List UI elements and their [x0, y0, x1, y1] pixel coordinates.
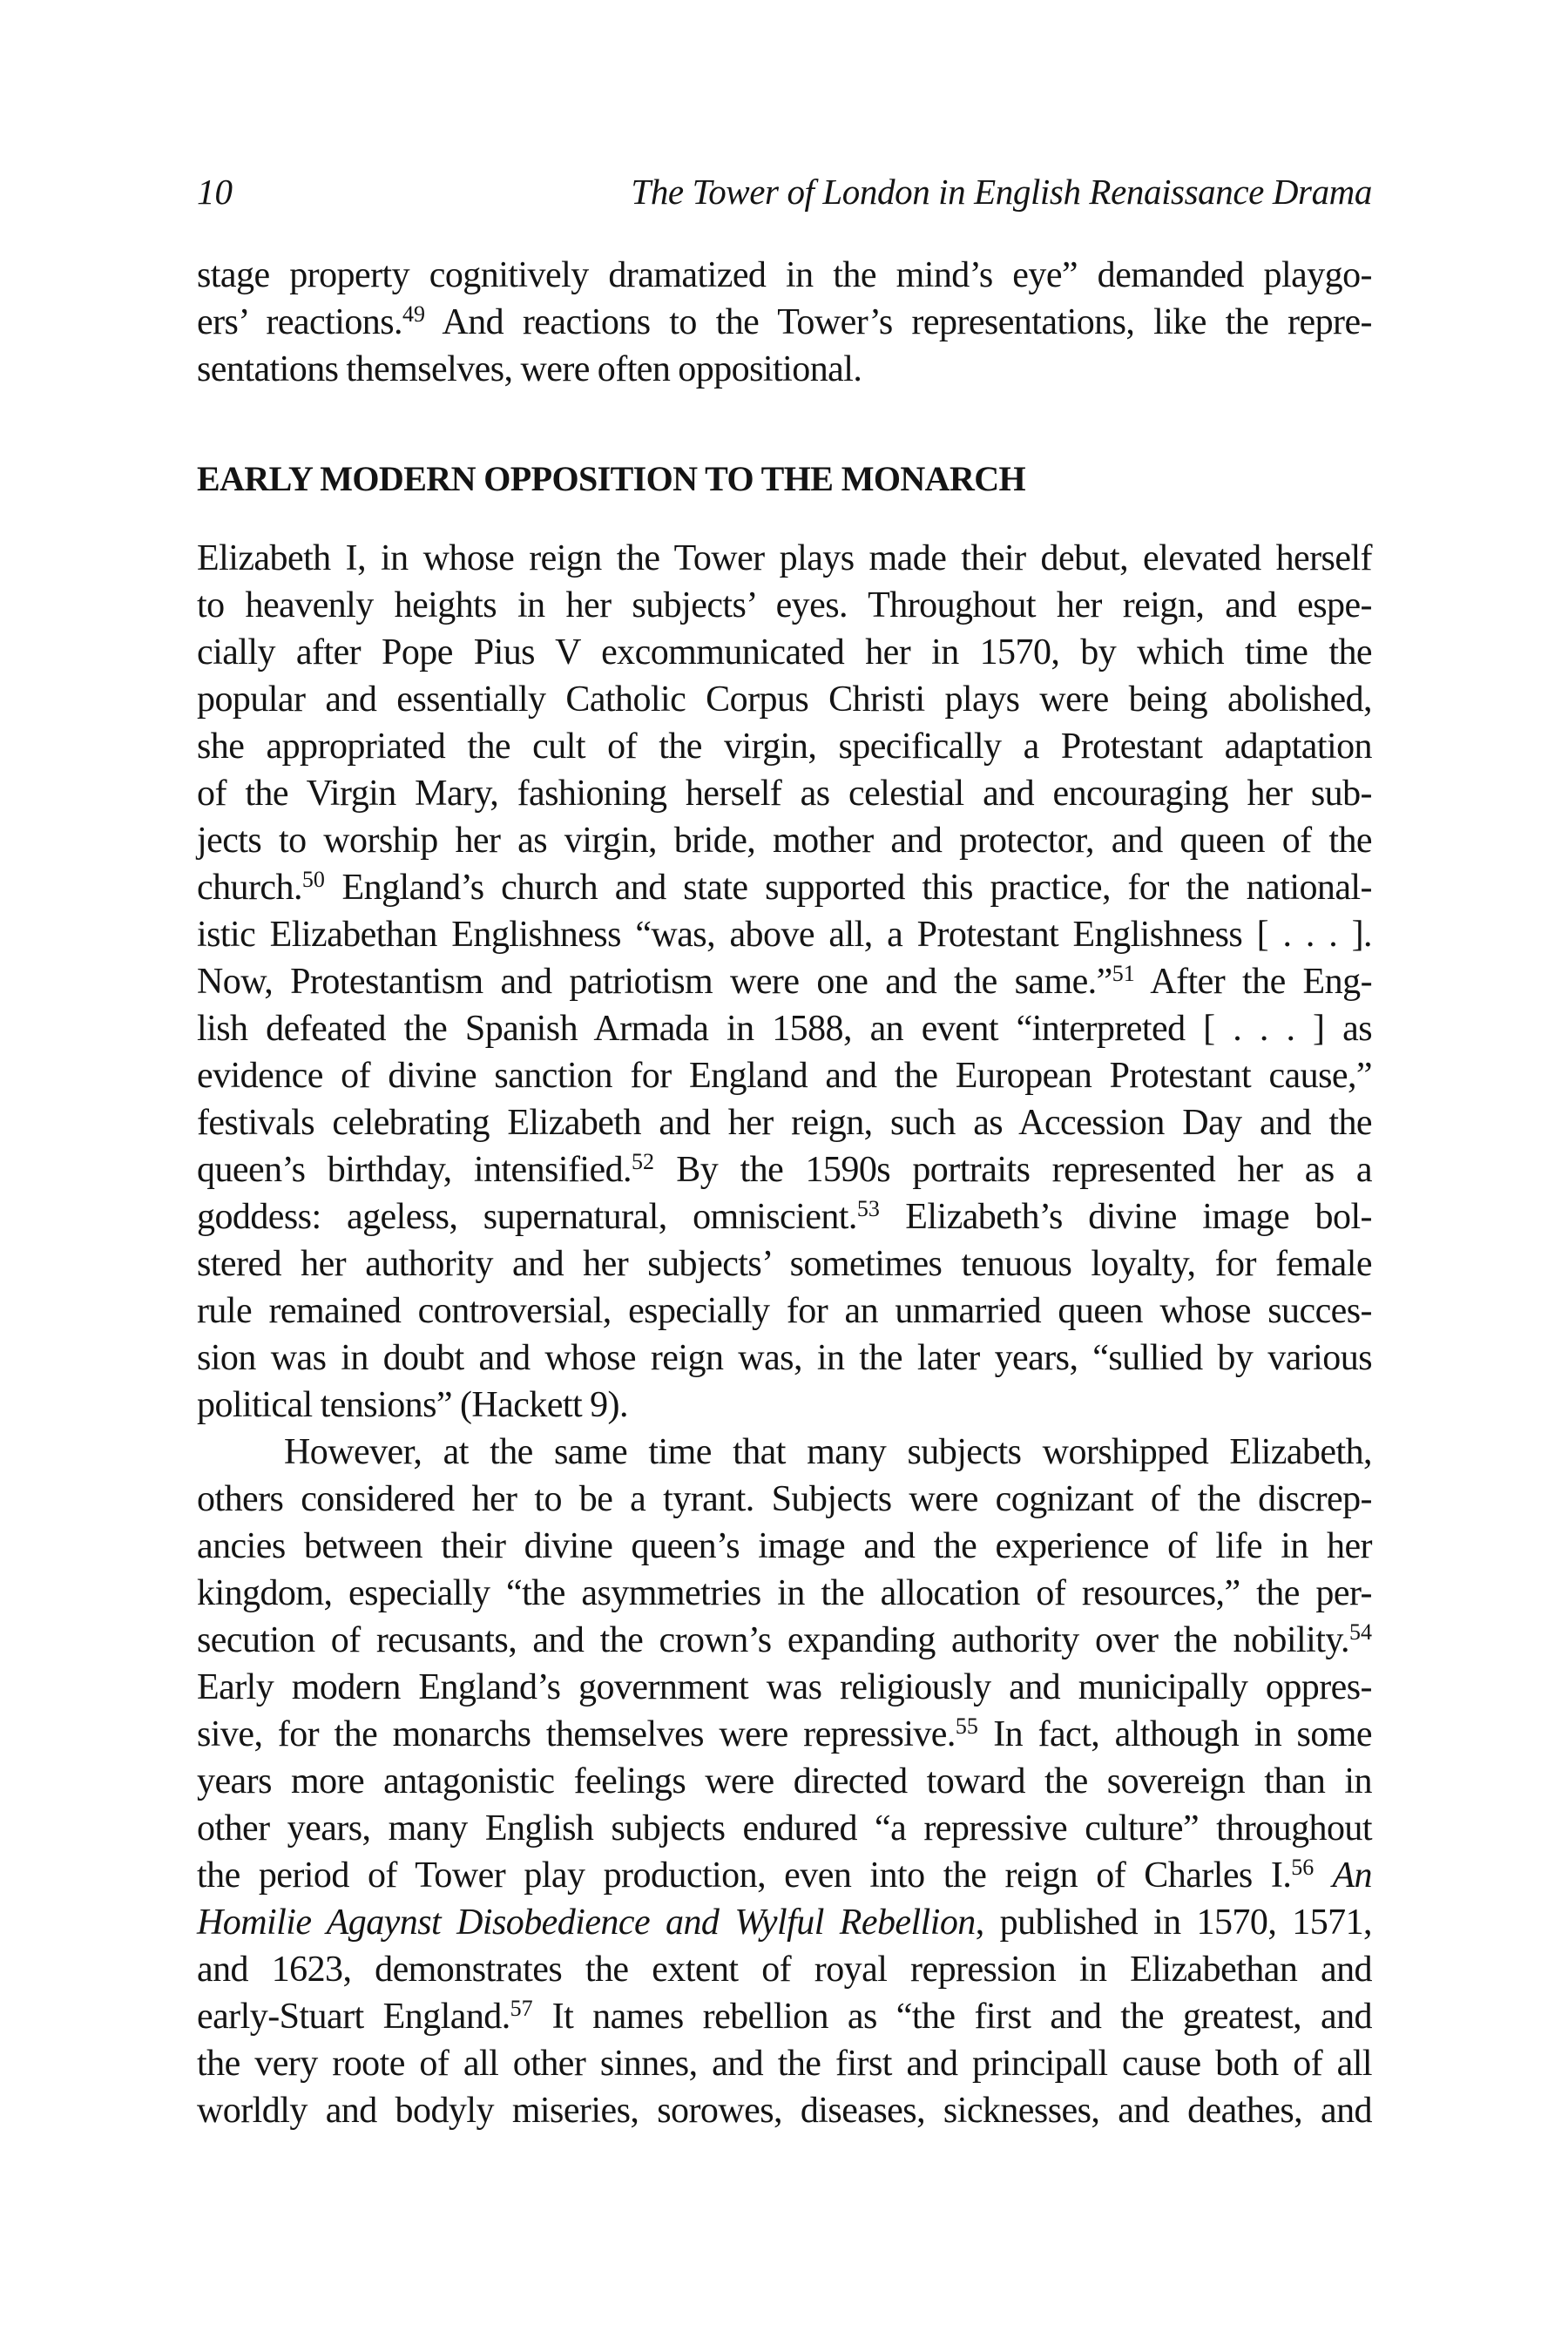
- text-run: kingdom, especially “the asymmetries in the allocation of resources,” the per-: [197, 1573, 1372, 1613]
- text-line: [197, 676, 1372, 723]
- text-run: Elizabeth’s divine image bol-: [879, 1197, 1372, 1237]
- text-run: jects to worship her as virgin, bride, mother and protector, and queen of the: [197, 821, 1372, 861]
- text-line: [197, 1099, 1372, 1146]
- text-run: political tensions” (Hackett 9).: [197, 1385, 628, 1425]
- text-line: [197, 346, 1372, 393]
- page-number: 10: [197, 172, 233, 212]
- footnote-marker: 52: [632, 1149, 655, 1174]
- text-line: [197, 817, 1372, 864]
- body-text: [197, 535, 1372, 2134]
- text-line: [197, 1335, 1372, 1382]
- footnote-marker: 54: [1349, 1619, 1372, 1645]
- text-run: stered her authority and her subjects’ sometimes tenuous loyalty, for female: [197, 1244, 1372, 1284]
- text-line: [197, 723, 1372, 770]
- text-line: [197, 864, 1372, 911]
- text-run: evidence of divine sanction for England and the European Protestant cause,”: [197, 1056, 1372, 1096]
- text-run: queen’s birthday, intensified.: [197, 1150, 632, 1190]
- text-run: cially after Pope Pius V excommunicated her in 1570, by which time the: [197, 632, 1372, 672]
- text-line: [197, 1146, 1372, 1193]
- text-run: However, at the same time that many subjects worshipped Elizabeth,: [284, 1432, 1372, 1472]
- text-run: After the Eng-: [1134, 962, 1373, 1002]
- footnote-marker: 50: [301, 867, 325, 892]
- running-head-title: The Tower of London in English Renaissance Drama: [631, 172, 1372, 212]
- text-line: [197, 1382, 1372, 1429]
- text-line: [197, 1993, 1372, 2040]
- text-run: rule remained controversial, especially for an unmarried queen whose succes-: [197, 1291, 1372, 1331]
- text-run: others considered her to be a tyrant. Subjects were cognizant of the discrep-: [197, 1479, 1372, 1519]
- text-run: Early modern England’s government was religiously and municipally oppres-: [197, 1667, 1372, 1707]
- text-run: years more antagonistic feelings were directed toward the sovereign than in: [197, 1761, 1372, 1801]
- text-run: [1314, 1855, 1332, 1896]
- text-run: popular and essentially Catholic Corpus Christi plays were being abolished,: [197, 679, 1372, 720]
- text-run: istic Elizabethan Englishness “was, above all, a Protestant Englishness [ . . . ].: [197, 915, 1372, 955]
- text-run: and 1623, demonstrates the extent of royal repression in Elizabethan and: [197, 1950, 1372, 1990]
- section-heading: EARLY MODERN OPPOSITION TO THE MONARCH: [197, 459, 1026, 498]
- text-line: [197, 2040, 1372, 2087]
- text-line: [197, 1617, 1372, 1664]
- text-run: It names rebellion as “the first and the greatest, and: [532, 1997, 1372, 2037]
- text-run: church.: [197, 868, 302, 908]
- text-run: , published in 1570, 1571,: [975, 1903, 1372, 1943]
- text-line: [197, 958, 1372, 1005]
- footnote-marker: 53: [856, 1196, 880, 1221]
- text-run: of the Virgin Mary, fashioning herself as celestial and encouraging her sub-: [197, 774, 1372, 814]
- text-run: sive, for the monarchs themselves were repressive.: [197, 1714, 956, 1754]
- footnote-marker: 49: [402, 301, 425, 327]
- text-run: worldly and bodyly miseries, sorowes, diseases, sicknesses, and deathes, and: [197, 2091, 1372, 2131]
- text-line: [197, 1946, 1372, 1993]
- text-run: early-Stuart England.: [197, 1997, 510, 2037]
- footnote-marker: 57: [510, 1996, 533, 2021]
- italic-title: Homilie Agaynst Disobedience and Wylful Rebellion: [197, 1903, 976, 1943]
- text-line: [197, 299, 1372, 346]
- text-run: sion was in doubt and whose reign was, in the later years, “sullied by various: [197, 1338, 1372, 1378]
- text-line: [197, 1570, 1372, 1617]
- text-line: [197, 1052, 1372, 1099]
- text-line: [197, 582, 1372, 629]
- text-line: [197, 1429, 1372, 1476]
- text-run: And reactions to the Tower’s representations, like the repre-: [425, 302, 1372, 342]
- text-run: to heavenly heights in her subjects’ eyes. Throughout her reign, and espe-: [197, 585, 1372, 625]
- text-line: [197, 1899, 1372, 1946]
- text-line: [197, 770, 1372, 817]
- footnote-marker: 56: [1291, 1855, 1315, 1880]
- text-run: ers’ reactions.: [197, 302, 402, 342]
- text-run: the period of Tower play production, even into the reign of Charles I.: [197, 1855, 1292, 1896]
- footnote-marker: 51: [1112, 961, 1135, 986]
- text-run: ancies between their divine queen’s image and the experience of life in her: [197, 1526, 1372, 1566]
- text-run: she appropriated the cult of the virgin, specifically a Protestant adaptation: [197, 727, 1372, 767]
- intro-paragraph: [197, 252, 1372, 393]
- text-line: [197, 1523, 1372, 1570]
- text-run: goddess: ageless, supernatural, omniscient.: [197, 1197, 857, 1237]
- paragraph: [197, 535, 1372, 1429]
- paragraph: [197, 1429, 1372, 2134]
- text-line: [197, 252, 1372, 299]
- text-run: the very roote of all other sinnes, and the first and principall cause both of all: [197, 2044, 1372, 2084]
- text-line: [197, 1805, 1372, 1852]
- running-head: [197, 168, 1372, 215]
- text-line: [197, 2087, 1372, 2134]
- text-line: [197, 629, 1372, 676]
- text-run: secution of recusants, and the crown’s expanding authority over the nobility.: [197, 1620, 1349, 1660]
- text-line: [197, 1240, 1372, 1288]
- text-line: [197, 1852, 1372, 1899]
- text-line: [197, 1711, 1372, 1758]
- text-line: [197, 1288, 1372, 1335]
- text-line: [197, 1476, 1372, 1523]
- text-run: festivals celebrating Elizabeth and her reign, such as Accession Day and the: [197, 1103, 1372, 1143]
- text-run: In fact, although in some: [977, 1714, 1372, 1754]
- text-line: [197, 1664, 1372, 1711]
- text-run: other years, many English subjects endured “a repressive culture” throughout: [197, 1808, 1372, 1848]
- text-run: sentations themselves, were often oppositional.: [197, 349, 862, 389]
- text-run: England’s church and state supported this practice, for the national-: [324, 868, 1372, 908]
- text-line: [197, 1193, 1372, 1240]
- text-run: By the 1590s portraits represented her as a: [654, 1150, 1372, 1190]
- text-run: Now, Protestantism and patriotism were one and the same.”: [197, 962, 1112, 1002]
- text-run: stage property cognitively dramatized in the mind’s eye” demanded playgo-: [197, 255, 1372, 295]
- text-run: lish defeated the Spanish Armada in 1588, an event “interpreted [ . . . ] as: [197, 1009, 1372, 1049]
- text-run: Elizabeth I, in whose reign the Tower plays made their debut, elevated herself: [197, 538, 1372, 578]
- text-line: [197, 911, 1372, 958]
- italic-title: An: [1332, 1855, 1373, 1896]
- text-line: [197, 1005, 1372, 1052]
- text-line: [197, 1758, 1372, 1805]
- text-line: [197, 535, 1372, 582]
- footnote-marker: 55: [955, 1713, 978, 1739]
